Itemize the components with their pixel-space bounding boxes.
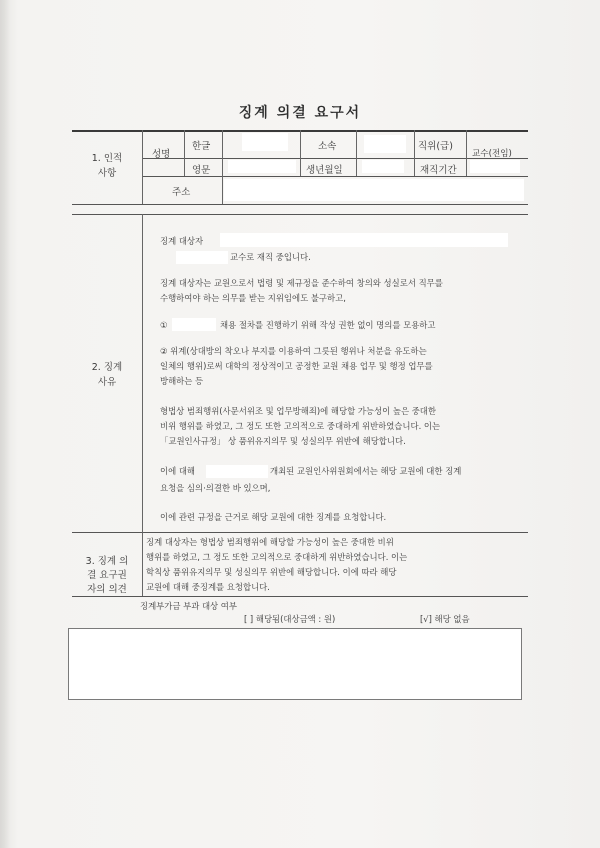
- paragraph2-line1: 형법상 범죄행위(사문서위조 및 업무방해죄)에 해당할 가능성이 높은 중대한: [160, 406, 436, 416]
- section1-label: 1. 인적 사항: [91, 153, 123, 179]
- paragraph3-line2: 요청을 심의·의결한 바 있으며,: [160, 483, 271, 493]
- column-divider: [184, 130, 185, 176]
- korean-name-label: 한글: [192, 141, 211, 152]
- birthdate-label: 생년월일: [306, 165, 343, 176]
- scan-edge-shade: [0, 0, 10, 848]
- employed-line: 교수로 재직 중입니다.: [230, 252, 311, 262]
- item2-line2: 일체의 행위)로써 대학의 정상적이고 공정한 교원 채용 업무 및 행정 업무를: [160, 361, 433, 371]
- fine-option-applicable: [ ] 해당됨(대상금액 : 원): [244, 614, 336, 624]
- section2-top-border: [72, 214, 528, 215]
- tenure-label: 재직기간: [420, 165, 457, 176]
- position-value: 교수(전임): [472, 149, 512, 159]
- english-name-label: 영문: [192, 165, 211, 176]
- section2-label: 2. 징계 사유: [91, 362, 123, 388]
- column-divider: [142, 130, 143, 204]
- address-label: 주소: [172, 187, 191, 198]
- redacted-english-name: [228, 160, 296, 173]
- subject-line: 징계 대상자: [160, 236, 204, 246]
- paragraph2-line2: 비위 행위를 하였고, 그 정도 또한 고의적으로 중대하게 위반하였습니다. 이는: [160, 421, 441, 431]
- column-divider: [300, 130, 301, 176]
- section3-top-border: [72, 532, 528, 533]
- opinion-line2: 행위를 하였고, 그 정도 또한 고의적으로 중대하게 위반하였습니다. 이는: [146, 552, 408, 562]
- fine-top-border: [72, 596, 528, 597]
- redacted-meeting-date: [206, 465, 268, 478]
- opinion-line1: 징계 대상자는 형법상 범죄행위에 해당할 가능성이 높은 중대한 비위: [146, 537, 394, 547]
- row-divider: [142, 158, 528, 159]
- redacted-item1: [172, 318, 216, 331]
- item2-line3: 방해하는 등: [160, 376, 204, 386]
- redacted-subject-info: [220, 233, 508, 247]
- fine-option-not-applicable: [√] 해당 없음: [420, 614, 470, 624]
- column-divider: [142, 532, 143, 596]
- opinion-line4: 교원에 대해 중징계를 요청합니다.: [146, 582, 270, 592]
- paragraph4: 이에 관련 규정을 근거로 해당 교원에 대한 징계를 요청합니다.: [160, 512, 387, 522]
- redacted-dept: [176, 251, 228, 264]
- column-divider: [356, 130, 357, 176]
- paragraph3-start: 이에 대해: [160, 466, 196, 476]
- blank-comment-box: [68, 628, 522, 700]
- item1-number: ①: [160, 320, 168, 330]
- redacted-tenure: [470, 160, 520, 173]
- opinion-line3: 학칙상 품위유지의무 및 성실의무 위반에 해당합니다. 이에 따라 해당: [146, 567, 397, 577]
- column-divider: [414, 130, 415, 176]
- redacted-korean-name: [242, 133, 288, 151]
- name-label: 성명: [152, 149, 171, 160]
- paragraph1-line1: 징계 대상자는 교원으로서 법령 및 제규정을 준수하여 창의와 성실로서 직무를: [160, 278, 443, 288]
- document-title: 징계 의결 요구서: [238, 105, 362, 121]
- item2-line1: ② 위계(상대방의 착오나 부지를 이용하여 그릇된 행위나 처분을 유도하는: [160, 346, 427, 356]
- fine-title: 징계부가금 부과 대상 여부: [140, 601, 237, 611]
- redacted-affiliation: [364, 135, 406, 153]
- section1-bottom-border: [72, 204, 528, 205]
- section3-label: 3. 징계 의 결 요구권 자의 의견: [85, 556, 129, 595]
- redacted-birthdate: [362, 160, 404, 173]
- position-label: 직위(급): [418, 141, 453, 152]
- column-divider: [222, 130, 223, 204]
- redacted-address: [224, 179, 524, 201]
- paragraph1-line2: 수행하여야 하는 의무를 받는 지위임에도 불구하고,: [160, 293, 346, 303]
- item1-text: 채용 절차를 진행하기 위해 작성 권한 없이 명의를 모용하고: [220, 320, 436, 330]
- affiliation-label: 소속: [318, 141, 337, 152]
- paragraph3-end: 개최된 교원인사위원회에서는 해당 교원에 대한 징계: [270, 466, 462, 476]
- paragraph2-line3: 「교원인사규정」 상 품위유지의무 및 성실의무 위반에 해당합니다.: [160, 436, 406, 446]
- row-divider: [142, 176, 528, 177]
- column-divider: [466, 130, 467, 176]
- column-divider: [142, 214, 143, 532]
